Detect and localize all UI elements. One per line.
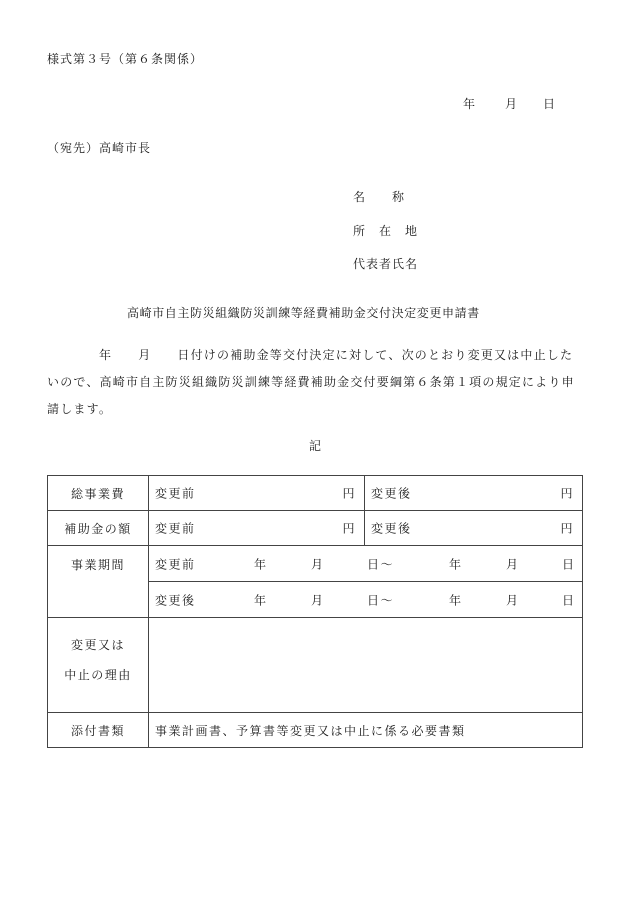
applicant-representative-label: 代表者氏名 [353, 257, 419, 271]
body-text-2: いので、高崎市自主防災組織防災訓練等経費補助金交付要綱第６条第１項の規定により申請します。 [47, 375, 575, 416]
period-before-start-month: 月 [311, 557, 325, 571]
attachments-label: 添付書類 [48, 713, 149, 748]
period-before-end-year: 年 [449, 557, 463, 571]
period-after-label: 変更後 [155, 593, 196, 607]
body-paragraph [47, 342, 583, 423]
body-year: 年 [99, 348, 113, 362]
period-before-start-year: 年 [254, 557, 268, 571]
applicant-address-label: 所 在 地 [353, 224, 419, 238]
date-month: 月 [505, 97, 519, 111]
period-before-label: 変更前 [155, 557, 196, 571]
subsidy-before-label: 変更前 [155, 521, 196, 536]
period-label: 事業期間 [48, 546, 149, 618]
reason-label [48, 618, 149, 713]
table-row-total-cost [48, 476, 583, 511]
period-after-end-year: 年 [449, 593, 463, 607]
body-text-1: 日付けの補助金等交付決定に対して、次のとおり変更又は中止した [177, 348, 574, 362]
form-number: 様式第３号（第６条関係） [47, 52, 204, 66]
document-title: 高崎市自主防災組織防災訓練等経費補助金交付決定変更申請書 [127, 306, 480, 320]
subsidy-before-cell [149, 511, 365, 546]
period-before-end-month: 月 [506, 557, 520, 571]
period-before-start-day: 日～ [367, 557, 395, 571]
period-after-end-day: 日 [562, 593, 576, 607]
total-cost-before-cell [149, 476, 365, 511]
subsidy-after-label: 変更後 [371, 521, 412, 536]
application-table [47, 475, 583, 748]
addressee: （宛先）高崎市長 [47, 141, 152, 155]
applicant-name-label: 名 称 [353, 190, 406, 204]
total-cost-after-label: 変更後 [371, 486, 412, 501]
reason-label-line1: 変更又は [70, 638, 125, 652]
table-row-subsidy [48, 511, 583, 546]
body-month: 月 [138, 348, 152, 362]
subsidy-label: 補助金の額 [48, 511, 149, 546]
table-row-reason [48, 618, 583, 713]
reason-label-line2: 中止の理由 [64, 668, 132, 682]
subsidy-before-unit: 円 [342, 521, 356, 536]
table-row-attachments [48, 713, 583, 748]
ki-marker: 記 [309, 439, 323, 453]
subsidy-after-unit: 円 [560, 521, 574, 536]
period-after-start-year: 年 [254, 593, 268, 607]
period-after-end-month: 月 [506, 593, 520, 607]
total-cost-label: 総事業費 [48, 476, 149, 511]
table-row-period-before [48, 546, 583, 582]
total-cost-after-cell [365, 476, 583, 511]
period-after-start-month: 月 [311, 593, 325, 607]
period-before-end-day: 日 [562, 557, 576, 571]
reason-value-cell [149, 618, 583, 713]
total-cost-before-label: 変更前 [155, 486, 196, 501]
date-year: 年 [463, 97, 477, 111]
period-after-cell [149, 582, 583, 618]
total-cost-after-unit: 円 [560, 486, 574, 501]
total-cost-before-unit: 円 [342, 486, 356, 501]
date-day: 日 [543, 97, 557, 111]
subsidy-after-cell [365, 511, 583, 546]
period-before-cell [149, 546, 583, 582]
period-after-start-day: 日～ [367, 593, 395, 607]
attachments-value: 事業計画書、予算書等変更又は中止に係る必要書類 [149, 713, 583, 748]
